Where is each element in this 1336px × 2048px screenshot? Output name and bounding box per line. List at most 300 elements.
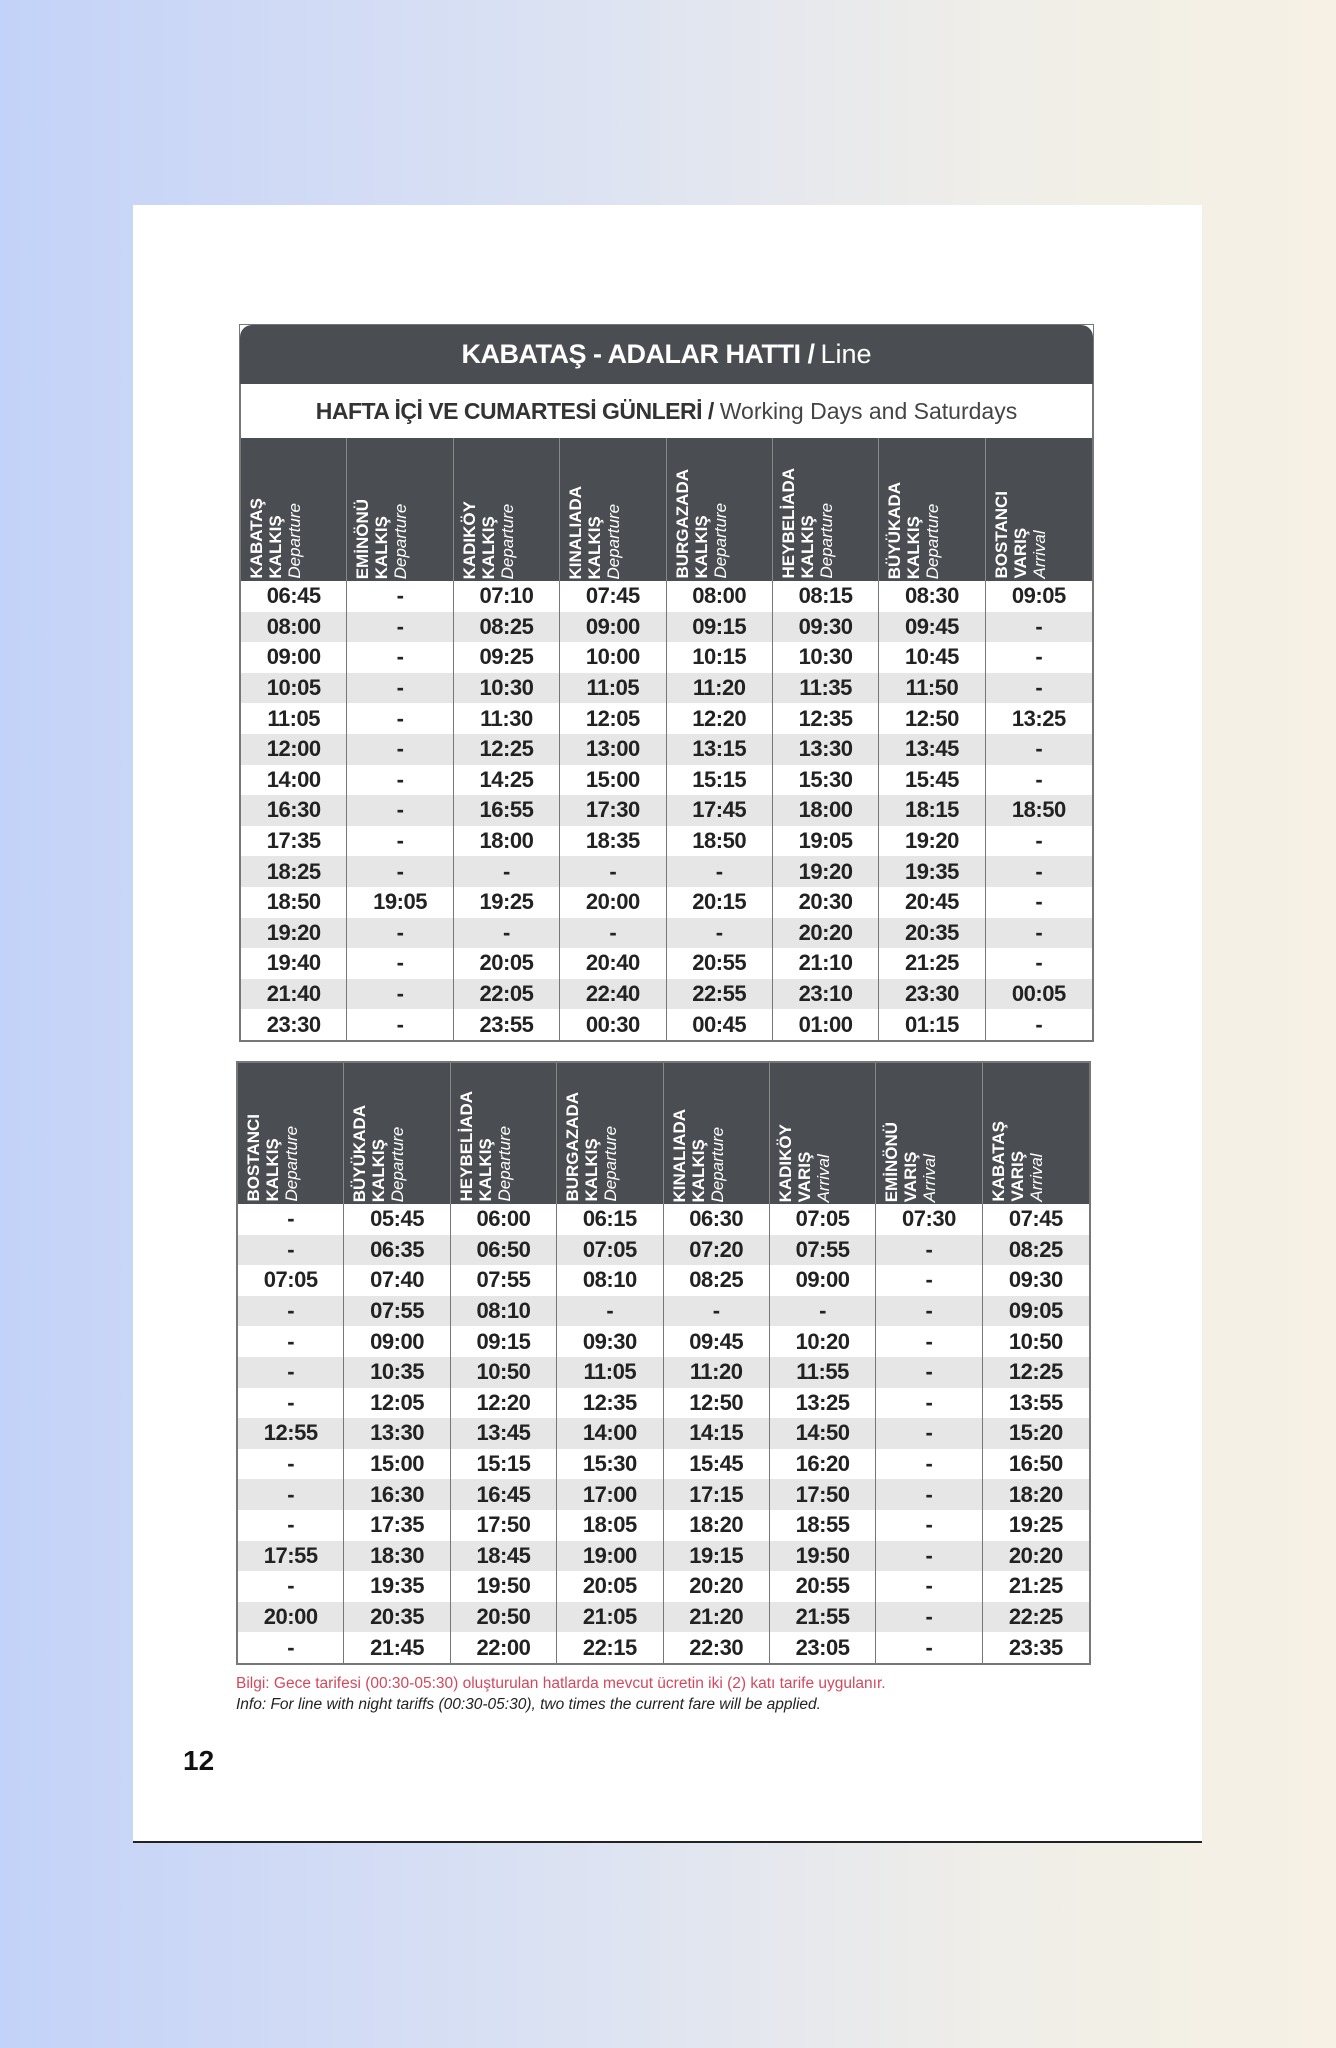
time-cell: -: [347, 765, 453, 796]
time-cell: 09:15: [667, 612, 773, 643]
station-action-en: Departure: [923, 503, 943, 579]
time-cell: 12:50: [664, 1388, 770, 1419]
time-cell: 21:25: [879, 948, 985, 979]
time-cell: 14:15: [664, 1418, 770, 1449]
time-cell: 11:05: [557, 1357, 663, 1388]
time-cell: 07:30: [876, 1204, 982, 1235]
time-cell: 19:20: [879, 826, 985, 857]
time-cell: 07:05: [238, 1265, 344, 1296]
time-cell: -: [876, 1541, 982, 1572]
station-name: BURGAZADA: [563, 1092, 583, 1202]
time-cell: -: [454, 856, 560, 887]
line-title: [240, 325, 1093, 384]
time-cell: -: [238, 1296, 344, 1327]
time-cell: 07:55: [770, 1235, 876, 1266]
time-cell: -: [667, 918, 773, 949]
time-cell: 22:55: [667, 979, 773, 1010]
time-cell: 07:40: [344, 1265, 450, 1296]
station-action-en: Departure: [604, 503, 624, 579]
time-cell: -: [770, 1296, 876, 1327]
time-cell: 10:15: [667, 642, 773, 673]
time-cell: -: [347, 673, 453, 704]
time-cell: 09:30: [773, 612, 879, 643]
time-cell: -: [876, 1235, 982, 1266]
station-name: BÜYÜKADA: [350, 1104, 370, 1202]
time-cell: 06:00: [451, 1204, 557, 1235]
station-action-en: Arrival: [813, 1153, 833, 1202]
time-cell: 17:50: [451, 1510, 557, 1541]
time-cell: 10:50: [1008, 1328, 1063, 1354]
time-cell: -: [347, 1009, 453, 1040]
station-action-en: Departure: [282, 1126, 301, 1202]
time-cell: 18:15: [879, 795, 985, 826]
time-cell: -: [986, 673, 1092, 704]
station-name: BÜYÜKADA: [885, 481, 905, 579]
time-cell: 19:25: [1008, 1512, 1063, 1538]
time-cell: -: [986, 734, 1092, 765]
time-cell: 19:35: [344, 1571, 450, 1602]
time-cell: 22:00: [451, 1632, 557, 1663]
column-header: [773, 438, 879, 581]
time-cell: 10:00: [560, 642, 666, 673]
time-cell: 13:55: [1008, 1389, 1063, 1415]
time-cell: 19:50: [770, 1541, 876, 1572]
time-cell: 15:45: [879, 765, 985, 796]
time-cell: -: [876, 1357, 982, 1388]
station-name: EMİNÖNÜ: [353, 498, 373, 579]
time-cell: -: [238, 1571, 344, 1602]
time-cell: 23:55: [454, 1009, 560, 1040]
time-cell: 23:35: [1008, 1634, 1063, 1660]
station-action-en: Departure: [391, 503, 411, 579]
time-cell: -: [238, 1479, 344, 1510]
station-action: KALKIŞ: [372, 515, 392, 579]
column-header: [770, 1063, 876, 1204]
column-header-label: [885, 482, 942, 581]
time-cell: 12:00: [241, 734, 347, 765]
station-action-en: Departure: [707, 1126, 727, 1202]
timetable-outbound: [239, 324, 1094, 1042]
time-cell: 08:25: [983, 1235, 1089, 1266]
time-cell: 17:50: [770, 1479, 876, 1510]
station-name: KABATAŞ: [988, 1121, 1008, 1202]
time-cell: -: [347, 948, 453, 979]
time-cell: 06:50: [451, 1235, 557, 1266]
column-header-label: [244, 1114, 301, 1204]
time-cell: -: [238, 1235, 344, 1266]
column-header-label: [457, 1091, 514, 1204]
time-cell: 20:55: [770, 1571, 876, 1602]
time-cell: -: [1035, 950, 1043, 976]
station-name: HEYBELİADA: [778, 468, 798, 579]
time-cell: -: [876, 1296, 982, 1327]
station-action: KALKIŞ: [585, 515, 605, 579]
time-cell: 12:35: [773, 703, 879, 734]
time-cell: 19:35: [879, 856, 985, 887]
time-cell: -: [876, 1388, 982, 1419]
column-header-label: [776, 1124, 833, 1204]
time-cell: 11:50: [879, 673, 985, 704]
time-cell: 12:55: [238, 1418, 344, 1449]
time-cell: -: [560, 856, 666, 887]
time-cell: 12:20: [667, 703, 773, 734]
time-cell: 06:15: [557, 1204, 663, 1235]
column-header: [238, 1063, 344, 1204]
time-cell: 19:20: [773, 856, 879, 887]
time-cell: 11:05: [241, 703, 347, 734]
time-cell: 18:50: [986, 795, 1092, 826]
time-cell: 11:30: [454, 703, 560, 734]
time-cell: 11:35: [773, 673, 879, 704]
column-header: [451, 1063, 557, 1204]
time-cell: 22:15: [557, 1632, 663, 1663]
time-cell: -: [876, 1571, 982, 1602]
time-cell: 10:50: [451, 1357, 557, 1388]
time-cell: 19:50: [451, 1571, 557, 1602]
timetable-return: [236, 1061, 1091, 1665]
time-cell: 13:00: [560, 734, 666, 765]
station-action-en: Arrival: [1029, 530, 1049, 579]
time-cell: 08:15: [773, 581, 879, 612]
time-cell: 10:05: [241, 673, 347, 704]
time-cell: -: [1035, 766, 1043, 792]
column-header: [560, 438, 666, 581]
time-cell: 07:45: [560, 581, 666, 612]
time-cell: 14:00: [557, 1418, 663, 1449]
station-action: KALKIŞ: [582, 1138, 602, 1202]
time-cell: 15:30: [773, 765, 879, 796]
time-cell: -: [347, 795, 453, 826]
subtitle-bold: HAFTA İÇİ VE CUMARTESİ GÜNLERİ /: [315, 397, 714, 424]
station-action-en: Departure: [497, 503, 517, 579]
time-cell: 18:50: [241, 887, 347, 918]
time-cell: 06:45: [241, 581, 347, 612]
time-cell: 20:20: [664, 1571, 770, 1602]
time-cell: -: [238, 1632, 344, 1663]
time-cell: 07:20: [664, 1235, 770, 1266]
time-cell: 16:50: [1008, 1451, 1063, 1477]
time-cell: 23:10: [773, 979, 879, 1010]
station-action-en: Departure: [388, 1126, 408, 1202]
time-cell: -: [347, 581, 453, 612]
time-cell: -: [347, 856, 453, 887]
time-cell: -: [347, 979, 453, 1010]
time-cell: 12:35: [557, 1388, 663, 1419]
time-cell: 23:30: [879, 979, 985, 1010]
time-cell: 21:25: [1008, 1573, 1063, 1599]
time-cell: 13:45: [879, 734, 985, 765]
time-cell: -: [347, 703, 453, 734]
time-cell: 18:00: [454, 826, 560, 857]
time-cell: 21:20: [664, 1602, 770, 1633]
time-cell: -: [876, 1602, 982, 1633]
time-cell: -: [664, 1296, 770, 1327]
column-header-label: [989, 1121, 1046, 1204]
time-cell: -: [347, 918, 453, 949]
station-action: KALKIŞ: [688, 1138, 708, 1202]
schedule-subtitle: [240, 384, 1093, 438]
time-cell: -: [347, 642, 453, 673]
time-cell: 17:15: [664, 1479, 770, 1510]
time-cell: 10:45: [879, 642, 985, 673]
time-cell: -: [238, 1510, 344, 1541]
time-cell: 20:35: [879, 918, 985, 949]
time-cell: 20:00: [560, 887, 666, 918]
time-cell: 14:50: [770, 1418, 876, 1449]
time-cell: 07:55: [451, 1265, 557, 1296]
time-cell: 14:25: [454, 765, 560, 796]
time-cell: 16:20: [770, 1449, 876, 1480]
time-cell: 12:05: [560, 703, 666, 734]
time-cell: 18:20: [983, 1479, 1089, 1510]
time-cell: -: [347, 612, 453, 643]
time-cell: 13:45: [451, 1418, 557, 1449]
time-cell: 21:40: [241, 979, 347, 1010]
time-cell: -: [560, 918, 666, 949]
time-cell: 20:00: [238, 1602, 344, 1633]
time-cell: 11:20: [667, 673, 773, 704]
station-action-en: Departure: [816, 503, 836, 579]
time-cell: 12:20: [451, 1388, 557, 1419]
time-cell: -: [1035, 889, 1043, 915]
time-cell: 09:30: [1008, 1267, 1063, 1293]
station-action-en: Departure: [710, 503, 730, 579]
column-header-label: [247, 498, 304, 581]
time-cell: 22:40: [560, 979, 666, 1010]
time-cell: 09:30: [557, 1326, 663, 1357]
station-name: KABATAŞ: [247, 498, 266, 579]
time-cell: 20:55: [667, 948, 773, 979]
time-cell: 20:30: [773, 887, 879, 918]
time-cell: 20:50: [451, 1602, 557, 1633]
column-header: [241, 438, 347, 581]
column-header-label: [566, 486, 623, 582]
time-cell: -: [876, 1479, 982, 1510]
station-name: KINALIADA: [566, 485, 586, 579]
station-name: EMİNÖNÜ: [882, 1121, 902, 1202]
station-name: KADIKÖY: [775, 1123, 795, 1202]
time-cell: 12:25: [983, 1357, 1089, 1388]
time-cell: 11:55: [770, 1357, 876, 1388]
station-name: HEYBELİADA: [456, 1091, 476, 1202]
station-action-en: Arrival: [1026, 1153, 1046, 1202]
line-title-bold: KABATAŞ - ADALAR HATTI /: [461, 339, 815, 369]
station-action-en: Departure: [285, 503, 304, 579]
time-cell: 07:55: [344, 1296, 450, 1327]
time-cell: 18:55: [770, 1510, 876, 1541]
time-cell: 15:00: [560, 765, 666, 796]
time-cell: 17:35: [344, 1510, 450, 1541]
time-cell: -: [1035, 1011, 1043, 1037]
time-cell: 21:05: [557, 1602, 663, 1633]
time-cell: 10:30: [454, 673, 560, 704]
time-cell: -: [986, 856, 1092, 887]
time-cell: -: [876, 1326, 982, 1357]
time-cell: 18:50: [667, 826, 773, 857]
time-cell: 07:05: [557, 1235, 663, 1266]
time-cell: 01:15: [879, 1009, 985, 1040]
tariff-note: [236, 1673, 886, 1715]
time-cell: -: [986, 612, 1092, 643]
time-cell: 17:30: [560, 795, 666, 826]
time-cell: 12:05: [344, 1388, 450, 1419]
time-cell: 22:05: [454, 979, 560, 1010]
time-cell: 18:00: [773, 795, 879, 826]
time-cell: 07:05: [770, 1204, 876, 1235]
column-header-label: [779, 468, 836, 581]
time-cell: -: [876, 1418, 982, 1449]
time-cell: 20:45: [879, 887, 985, 918]
column-header: [454, 438, 560, 581]
time-cell: 10:35: [344, 1357, 450, 1388]
time-cell: 19:25: [454, 887, 560, 918]
time-cell: 07:45: [1008, 1206, 1063, 1232]
column-header-label: [992, 491, 1049, 581]
time-cell: 17:00: [557, 1479, 663, 1510]
time-cell: 18:45: [451, 1541, 557, 1572]
station-action: KALKIŞ: [691, 515, 711, 579]
time-cell: 21:55: [770, 1602, 876, 1633]
time-cell: -: [454, 918, 560, 949]
station-name: KINALIADA: [669, 1108, 689, 1202]
time-cell: 23:30: [241, 1009, 347, 1040]
time-cell: 18:25: [241, 856, 347, 887]
time-cell: 14:00: [241, 765, 347, 796]
station-action: KALKIŞ: [797, 515, 817, 579]
time-cell: -: [876, 1510, 982, 1541]
time-cell: 01:00: [773, 1009, 879, 1040]
station-action: KALKIŞ: [475, 1138, 495, 1202]
tariff-note-tr: Bilgi: Gece tarifesi (00:30-05:30) oluşturulan hatlarda mevcut ücretin iki (2) katı tarife uygulanır.: [236, 1675, 886, 1692]
time-cell: 09:05: [983, 1296, 1089, 1327]
column-header: [876, 1063, 982, 1204]
time-cell: 09:00: [344, 1326, 450, 1357]
time-cell: 17:55: [238, 1541, 344, 1572]
column-header: [344, 1063, 450, 1204]
time-cell: 13:25: [770, 1388, 876, 1419]
time-cell: -: [1035, 644, 1043, 670]
time-cell: 19:40: [241, 948, 347, 979]
time-cell: 06:35: [344, 1235, 450, 1266]
station-action: KALKIŞ: [904, 515, 924, 579]
time-cell: 10:30: [773, 642, 879, 673]
time-cell: 16:30: [344, 1479, 450, 1510]
station-action-en: Arrival: [920, 1153, 940, 1202]
time-cell: 09:25: [454, 642, 560, 673]
time-cell: 08:00: [667, 581, 773, 612]
time-cell: 18:05: [557, 1510, 663, 1541]
column-header-label: [460, 501, 517, 581]
time-cell: 11:20: [664, 1357, 770, 1388]
tariff-note-en: Info: For line with night tariffs (00:30-05:30), two times the current fare will be applied.: [236, 1696, 821, 1713]
time-cell: 23:05: [770, 1632, 876, 1663]
station-action: VARIŞ: [901, 1151, 921, 1202]
time-cell: 20:20: [773, 918, 879, 949]
time-cell: -: [876, 1265, 982, 1296]
time-cell: -: [238, 1204, 344, 1235]
time-cell: -: [238, 1326, 344, 1357]
time-cell: 00:05: [986, 979, 1092, 1010]
time-cell: 16:45: [451, 1479, 557, 1510]
time-cell: 18:35: [560, 826, 666, 857]
time-cell: 09:05: [1011, 583, 1066, 609]
time-cell: 20:15: [667, 887, 773, 918]
station-name: BOSTANCI: [991, 491, 1011, 579]
time-cell: 19:05: [347, 887, 453, 918]
time-cell: 22:25: [983, 1602, 1089, 1633]
column-header: [879, 438, 985, 581]
time-cell: 13:30: [344, 1418, 450, 1449]
column-header-label: [670, 1109, 727, 1205]
column-header-label: [882, 1122, 939, 1204]
time-cell: 19:15: [664, 1541, 770, 1572]
time-cell: 13:25: [1011, 705, 1066, 731]
time-cell: 20:40: [560, 948, 666, 979]
time-cell: -: [347, 826, 453, 857]
time-cell: -: [876, 1632, 982, 1663]
column-header-label: [563, 1092, 620, 1204]
time-cell: 21:10: [773, 948, 879, 979]
time-cell: 15:20: [983, 1418, 1089, 1449]
time-cell: 19:05: [773, 826, 879, 857]
time-cell: 21:45: [344, 1632, 450, 1663]
time-cell: -: [238, 1388, 344, 1419]
station-name: BURGAZADA: [672, 469, 692, 579]
station-name: BOSTANCI: [244, 1114, 263, 1202]
time-cell: 09:00: [770, 1265, 876, 1296]
column-header-label: [350, 1105, 407, 1204]
time-cell: 15:30: [557, 1449, 663, 1480]
column-header: [667, 438, 773, 581]
time-cell: 08:30: [879, 581, 985, 612]
time-cell: 09:00: [241, 642, 347, 673]
station-action: VARIŞ: [1010, 528, 1030, 579]
time-cell: 00:30: [560, 1009, 666, 1040]
column-header: [557, 1063, 663, 1204]
time-cell: 09:45: [664, 1326, 770, 1357]
column-header-label: [673, 469, 730, 581]
time-cell: 08:25: [454, 612, 560, 643]
time-cell: -: [347, 734, 453, 765]
time-cell: 09:45: [879, 612, 985, 643]
time-cell: 22:30: [664, 1632, 770, 1663]
time-cell: 05:45: [344, 1204, 450, 1235]
time-cell: 09:15: [451, 1326, 557, 1357]
column-header-label: [353, 499, 410, 581]
subtitle-light: Working Days and Saturdays: [719, 397, 1018, 424]
time-cell: -: [238, 1357, 344, 1388]
time-cell: 17:45: [667, 795, 773, 826]
time-cell: 10:20: [770, 1326, 876, 1357]
time-cell: 12:25: [454, 734, 560, 765]
time-cell: 20:20: [983, 1541, 1089, 1572]
time-cell: 13:15: [667, 734, 773, 765]
time-cell: 06:30: [664, 1204, 770, 1235]
time-cell: 15:45: [664, 1449, 770, 1480]
time-cell: 08:10: [451, 1296, 557, 1327]
time-cell: 20:35: [344, 1602, 450, 1633]
time-cell: 00:45: [667, 1009, 773, 1040]
column-header: [983, 1063, 1089, 1204]
column-header: [347, 438, 453, 581]
time-cell: 08:25: [664, 1265, 770, 1296]
station-action: KALKIŞ: [266, 515, 285, 579]
station-action-en: Departure: [601, 1126, 621, 1202]
time-cell: -: [876, 1449, 982, 1480]
column-header: [664, 1063, 770, 1204]
time-cell: -: [667, 856, 773, 887]
page-number: 12: [183, 1745, 215, 1776]
